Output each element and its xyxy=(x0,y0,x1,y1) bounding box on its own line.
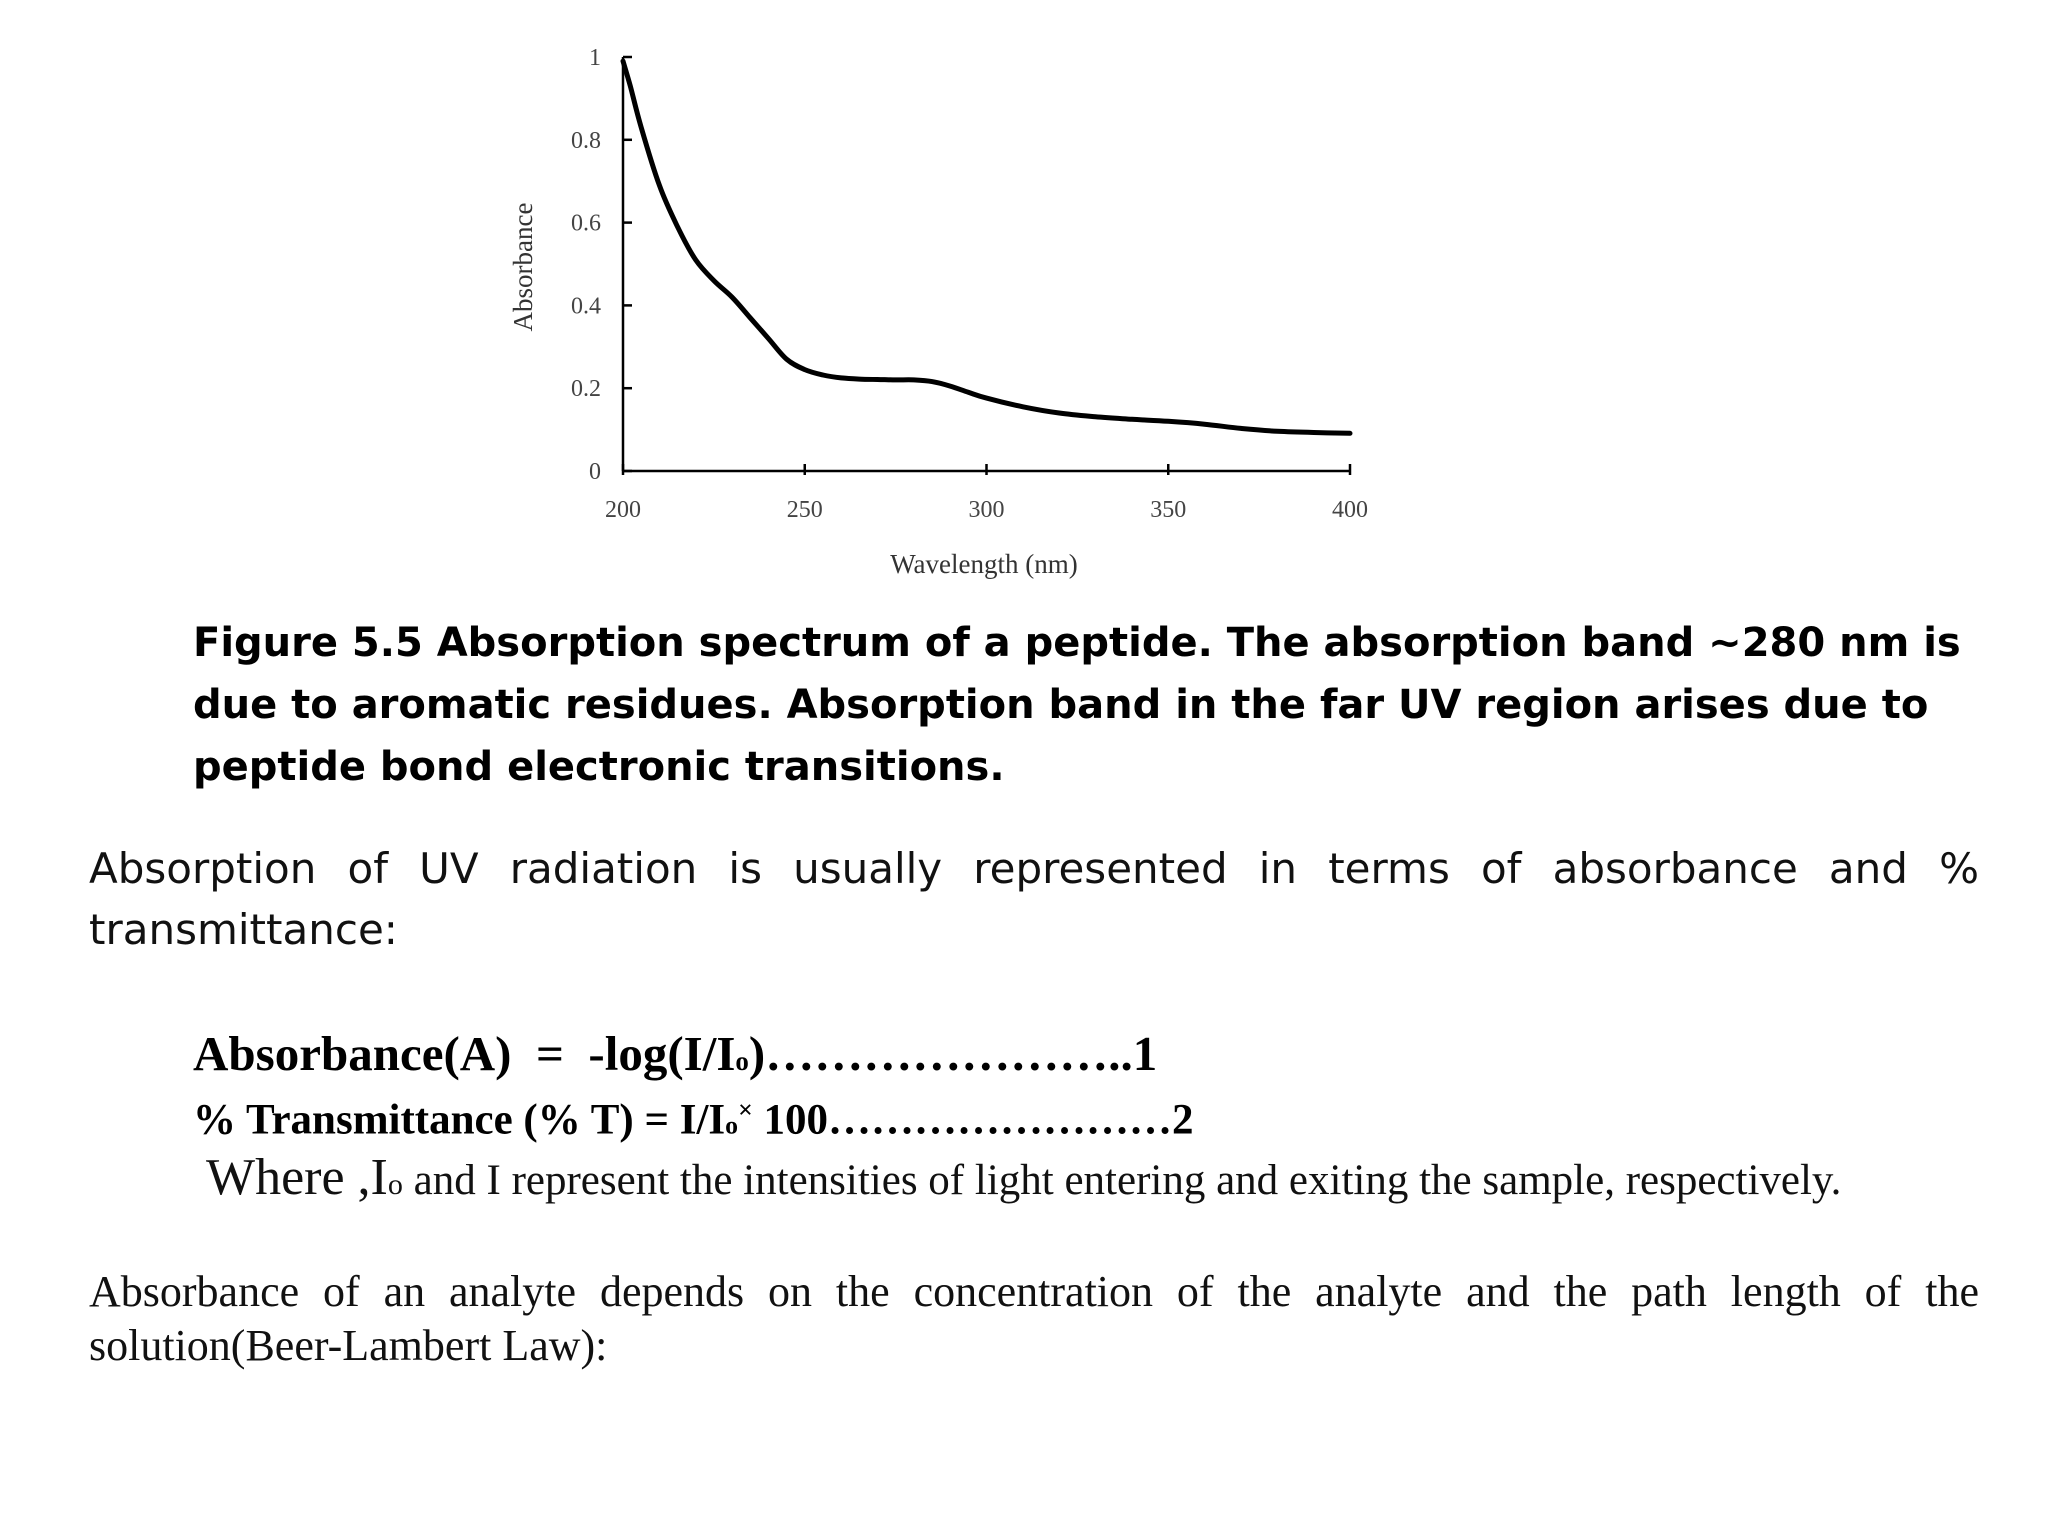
equation-1-lhs: Absorbance(A) xyxy=(193,1026,512,1081)
equation-2-rest: 100……………………2 xyxy=(752,1096,1194,1144)
y-tick-label: 1 xyxy=(589,45,601,71)
equation-2-times: × xyxy=(738,1095,753,1124)
equation-2-subscript: o xyxy=(725,1110,739,1140)
figure-caption: Figure 5.5 Absorption spectrum of a peptide. The absorption band ~280 nm is due to aromatic residues. Absorption band in the far UV region arises due to peptide bond electronic transitions. xyxy=(193,620,1961,790)
x-axis-ticks xyxy=(605,464,1368,523)
where-definition xyxy=(206,1148,1841,1207)
absorbance-equation xyxy=(193,1025,1157,1082)
equation-1-equals: = xyxy=(535,1026,564,1081)
y-tick-label: 0.2 xyxy=(571,376,601,403)
y-tick-label: 0.6 xyxy=(571,210,601,237)
where-lead: Where ,I xyxy=(206,1149,388,1206)
chart-axes xyxy=(623,57,1350,471)
where-rest: and I represent the intensities of light entering and exiting the sample, respectively. xyxy=(402,1157,1842,1204)
x-tick-label: 400 xyxy=(1332,497,1368,523)
equation-1-rhs: -log(I/I xyxy=(588,1026,736,1081)
absorbance-spectrum-line xyxy=(623,61,1350,433)
x-axis-label: Wavelength (nm) xyxy=(890,549,1078,579)
x-tick-label: 200 xyxy=(605,497,641,523)
beer-lambert-paragraph: Absorbance of an analyte depends on the concentration of the analyte and the path length of the solution(Beer-Lambert Law): xyxy=(89,1267,1979,1370)
equation-1-close: )…………………..1 xyxy=(748,1026,1158,1081)
equation-1-subscript: o xyxy=(735,1046,749,1076)
x-tick-label: 300 xyxy=(968,497,1005,523)
chart-series xyxy=(623,61,1350,433)
absorption-spectrum-chart xyxy=(0,0,2048,600)
y-tick-label: 0 xyxy=(589,459,601,485)
x-tick-label: 250 xyxy=(786,497,823,523)
equation-2-lhs: % Transmittance (% T) = I/I xyxy=(193,1096,726,1144)
transmittance-equation xyxy=(193,1095,1194,1144)
y-tick-label: 0.8 xyxy=(571,127,601,154)
y-tick-label: 0.4 xyxy=(571,293,601,320)
x-tick-label: 350 xyxy=(1150,497,1187,523)
transmittance-intro-paragraph: Absorption of UV radiation is usually represented in terms of absorbance and % transmittance: xyxy=(89,844,1979,954)
where-subscript: o xyxy=(387,1167,403,1201)
y-axis-label: Absorbance xyxy=(508,202,538,332)
